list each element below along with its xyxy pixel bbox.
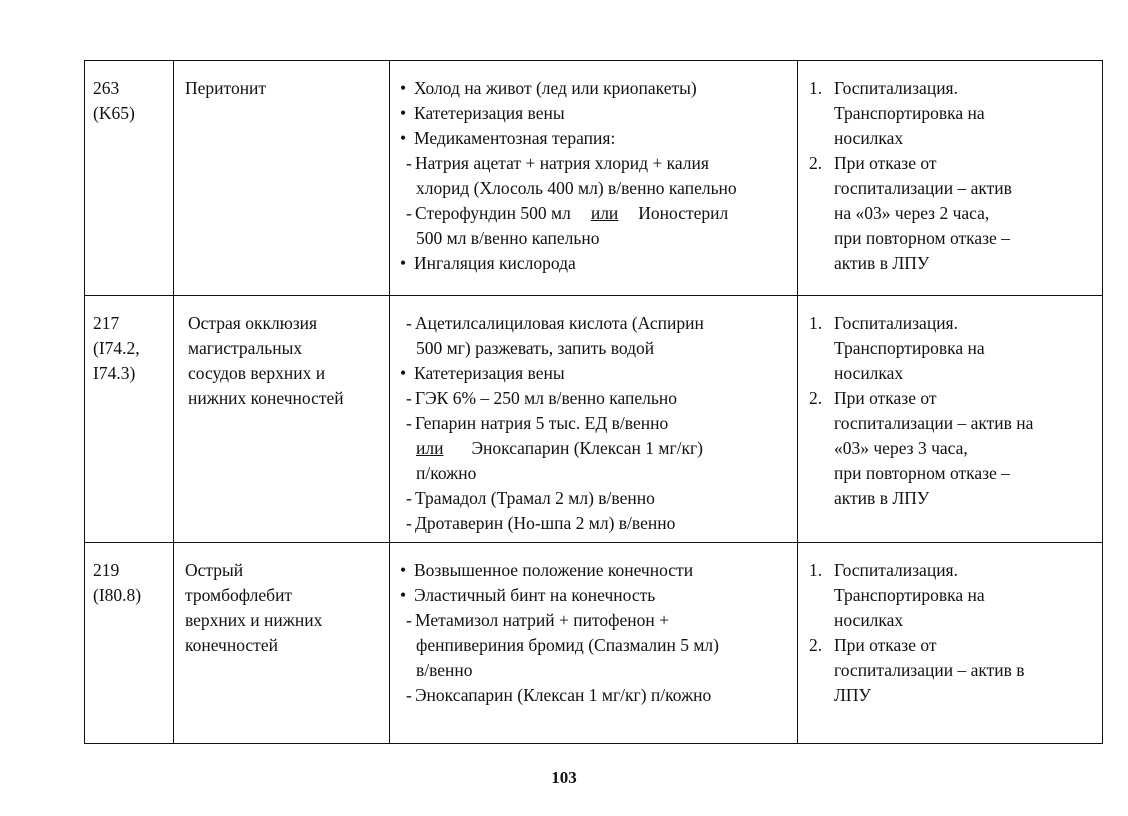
dash-item-continuation: хлорид (Хлосоль 400 мл) в/венно капельно xyxy=(416,178,737,198)
dash-item-continuation: 500 мл в/венно капельно xyxy=(416,228,600,248)
code-cell xyxy=(85,543,174,744)
dash-marker: - xyxy=(406,313,412,333)
diagnosis-cell xyxy=(174,296,390,543)
diagnosis-line: Перитонит xyxy=(185,78,267,98)
dash-item: - Эноксапарин (Клексан 1 мг/кг) п/кожно xyxy=(400,683,795,708)
diagnosis-line: верхних и нижних xyxy=(185,610,323,630)
code-number: 219 xyxy=(93,560,120,580)
bullet-marker: • xyxy=(400,78,407,98)
dash-item-continuation: п/кожно xyxy=(416,463,477,483)
underlined-or: или xyxy=(416,438,444,458)
table-row-263 xyxy=(85,61,1103,296)
treatment-cell xyxy=(390,61,798,296)
dash-item: - Натрия ацетат + натрия хлорид + калия xyxy=(400,151,795,176)
bullet-marker: • xyxy=(400,128,407,148)
dash-item: - Стерофундин 500 мл или Ионостерил xyxy=(400,201,795,226)
page-number: 103 xyxy=(551,768,577,787)
numbered-item: 2. При отказе от xyxy=(809,153,937,173)
bullet-item: • Катетеризация вены xyxy=(400,101,795,126)
numbered-item: 1. Госпитализация. xyxy=(809,313,958,333)
bullet-item: • Холод на живот (лед или криопакеты) xyxy=(400,76,795,101)
dash-marker: - xyxy=(406,203,412,223)
actions-cell: 1. Госпитализация. Транспортировка на носилках 2. При отказе от госпитализации – актив на «03» через 2 часа, при повторном отказе – актив в ЛПУ xyxy=(798,61,1103,296)
bullet-marker: • xyxy=(400,585,407,605)
diagnosis-line: Острый xyxy=(185,560,244,580)
bullet-marker: • xyxy=(400,103,407,123)
diagnosis-cell xyxy=(174,61,390,296)
dash-item: - Ацетилсалициловая кислота (Аспирин xyxy=(400,311,795,336)
numbered-item: 1. Госпитализация. xyxy=(809,560,958,580)
code-cell xyxy=(85,61,174,296)
actions-cell: 1. Госпитализация. Транспортировка на носилках 2. При отказе от госпитализации – актив на «03» через 3 часа, при повторном отказе – актив в ЛПУ xyxy=(798,296,1103,543)
dash-item-continuation: фенпивериния бромид (Спазмалин 5 мл) xyxy=(416,635,719,655)
bullet-item: • Эластичный бинт на конечность xyxy=(400,583,795,608)
dash-item-continuation: 500 мг) разжевать, запить водой xyxy=(416,338,655,358)
dash-marker: - xyxy=(406,413,412,433)
dash-item-continuation: или Эноксапарин (Клексан 1 мг/кг) xyxy=(416,438,704,458)
numbered-item: 1. Госпитализация. xyxy=(809,78,958,98)
dash-item-continuation: в/венно xyxy=(416,660,473,680)
emergency-protocol-table xyxy=(84,60,1103,744)
dash-marker: - xyxy=(406,513,412,533)
dash-item: - Трамадол (Трамал 2 мл) в/венно xyxy=(400,486,795,511)
diagnosis-cell xyxy=(174,543,390,744)
icd-code: I74.3) xyxy=(93,363,136,383)
table-row-219 xyxy=(85,543,1103,744)
dash-item: - Гепарин натрия 5 тыс. ЕД в/венно xyxy=(400,411,795,436)
bullet-item: • Катетеризация вены xyxy=(400,361,795,386)
icd-code: (K65) xyxy=(93,103,135,123)
diagnosis-line: тромбофлебит xyxy=(185,585,293,605)
treatment-cell xyxy=(390,296,798,543)
dash-marker: - xyxy=(406,388,412,408)
actions-cell: 1. Госпитализация. Транспортировка на носилках 2. При отказе от госпитализации – актив в ЛПУ xyxy=(798,543,1103,744)
icd-code: (I80.8) xyxy=(93,585,142,605)
code-number: 217 xyxy=(93,313,120,333)
bullet-marker: • xyxy=(400,253,407,273)
diagnosis-line: магистральных xyxy=(188,338,303,358)
dash-item: - Метамизол натрий + питофенон + xyxy=(400,608,795,633)
diagnosis-line: сосудов верхних и xyxy=(188,363,326,383)
diagnosis-line: Острая окклюзия xyxy=(188,313,318,333)
diagnosis-line: конечностей xyxy=(185,635,278,655)
bullet-item: • Медикаментозная терапия: xyxy=(400,126,795,151)
treatment-cell xyxy=(390,543,798,744)
bullet-marker: • xyxy=(400,363,407,383)
bullet-marker: • xyxy=(400,560,407,580)
dash-marker: - xyxy=(406,685,412,705)
numbered-item: 2. При отказе от xyxy=(809,635,937,655)
dash-marker: - xyxy=(406,153,412,173)
dash-marker: - xyxy=(406,488,412,508)
code-number: 263 xyxy=(93,78,120,98)
underlined-or: или xyxy=(590,203,619,223)
numbered-item: 2. При отказе от xyxy=(809,388,937,408)
bullet-item: • Возвышенное положение конечности xyxy=(400,558,795,583)
icd-code: (I74.2, xyxy=(93,338,140,358)
dash-marker: - xyxy=(406,610,412,630)
bullet-item: • Ингаляция кислорода xyxy=(400,251,795,276)
code-cell xyxy=(85,296,174,543)
dash-item: - ГЭК 6% – 250 мл в/венно капельно xyxy=(400,386,795,411)
dash-item: - Дротаверин (Но-шпа 2 мл) в/венно xyxy=(400,511,795,536)
diagnosis-line: нижних конечностей xyxy=(188,388,344,408)
table-row-217 xyxy=(85,296,1103,543)
